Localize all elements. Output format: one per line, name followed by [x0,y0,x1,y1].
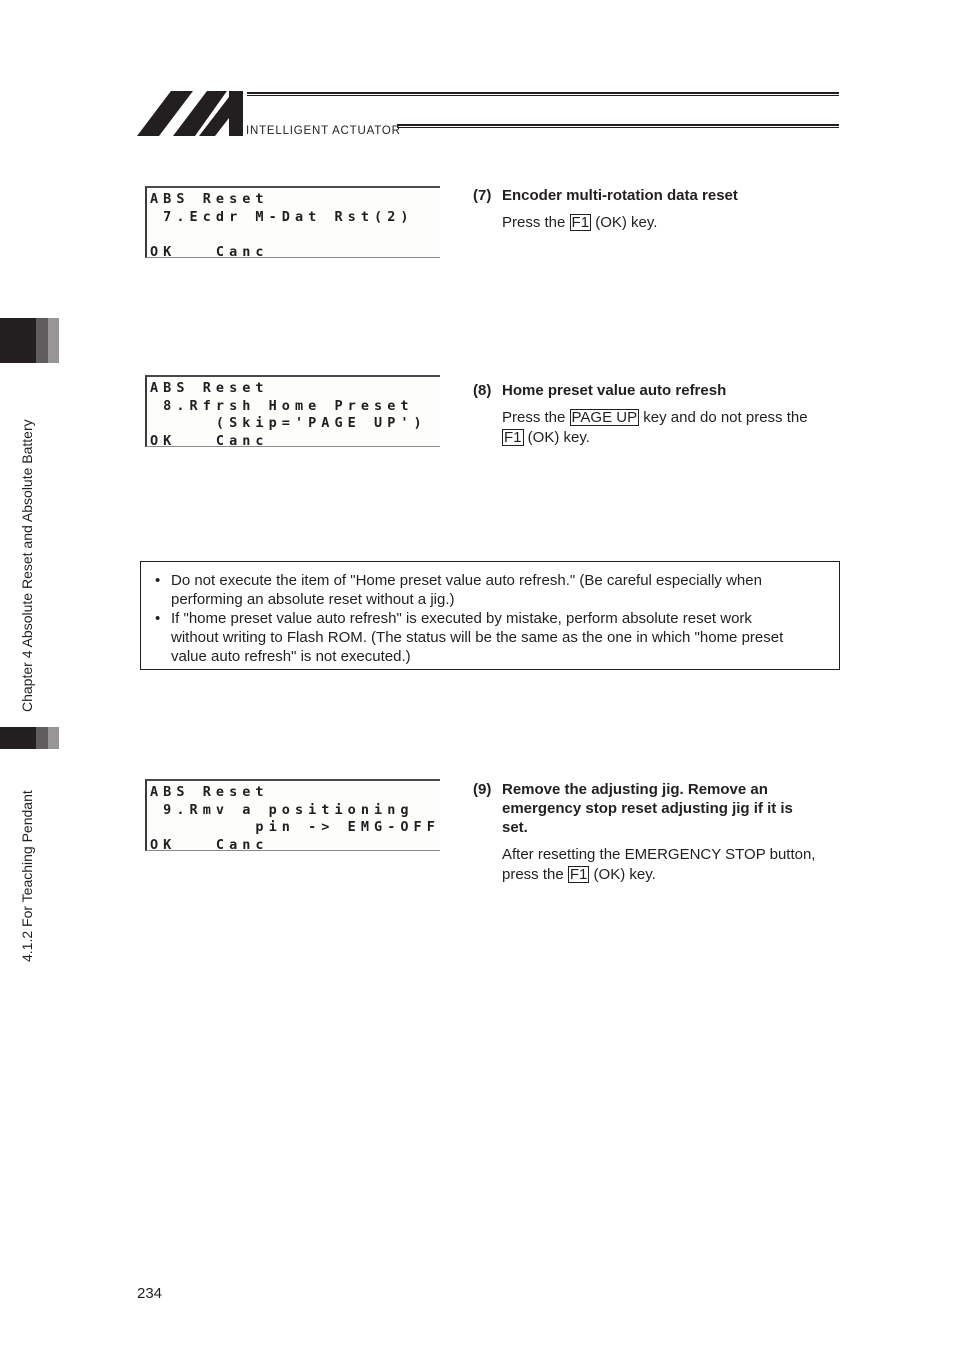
lcd-line: ABS Reset [150,380,269,396]
lcd-screen-step-7 [145,186,440,258]
lcd-line: ABS Reset [150,191,269,207]
key-f1: F1 [504,429,522,446]
step-title: Home preset value auto refresh [502,382,727,399]
lcd-line: 9.Rmv a positioning [150,801,414,818]
lcd-line: OK Canc [150,243,269,260]
lcd-screen-step-9 [145,779,440,851]
note-item: • Do not execute the item of "Home preset value auto refresh." (Be careful especially when performing an absolute reset without a jig.) [155,572,762,608]
lcd-screen-step-8 [145,375,440,447]
bullet-icon: • [155,572,161,589]
chapter-label: Chapter 4 Absolute Reset and Absolute Battery [19,419,35,712]
lcd-line: OK Canc [150,432,269,449]
note-item: • If "home preset value auto refresh" is executed by mistake, perform absolute reset work without writing to Flash ROM. (The status will be the same as the one in which "home preset value auto refresh" is not executed.) [155,610,784,665]
header-rule-bottom [397,124,839,128]
step-title: Remove the adjusting jig. Remove an emergency stop reset adjusting jig if it is set. [502,781,793,836]
step-instruction: Press the PAGE UP key and do not press the F1 (OK) key. [502,409,808,446]
lcd-line: 8.Rfrsh Home Preset [150,397,414,414]
lcd-line: OK Canc [150,836,269,853]
lcd-line: (Skip='PAGE UP') [150,415,427,431]
lcd-line [150,226,440,244]
step-8 [473,381,843,448]
iai-logo-icon [137,91,243,136]
step-9 [473,780,848,885]
header-rule-top [247,92,839,96]
step-7 [473,186,843,233]
lcd-line: pin -> EMG-OFF [150,819,440,835]
chapter-tab [0,318,59,363]
page-number: 234 [137,1285,163,1302]
lcd-line: ABS Reset [150,784,269,800]
step-number: (9) [473,781,492,798]
key-page-up: PAGE UP [571,409,638,426]
step-title: Encoder multi-rotation data reset [502,187,738,204]
step-instruction: After resetting the EMERGENCY STOP button, press the F1 (OK) key. [502,846,816,883]
section-label: 4.1.2 For Teaching Pendant [19,790,35,962]
lcd-line: 7.Ecdr M-Dat Rst(2) [150,208,414,225]
bullet-icon: • [155,610,161,627]
brand-name: INTELLIGENT ACTUATOR [246,125,401,137]
caution-note-box [140,561,840,670]
step-number: (7) [473,187,492,204]
key-f1: F1 [569,866,588,883]
step-number: (8) [473,382,492,399]
step-instruction: Press the F1 (OK) key. [502,214,658,231]
key-f1: F1 [571,214,590,231]
section-tab [0,727,59,749]
